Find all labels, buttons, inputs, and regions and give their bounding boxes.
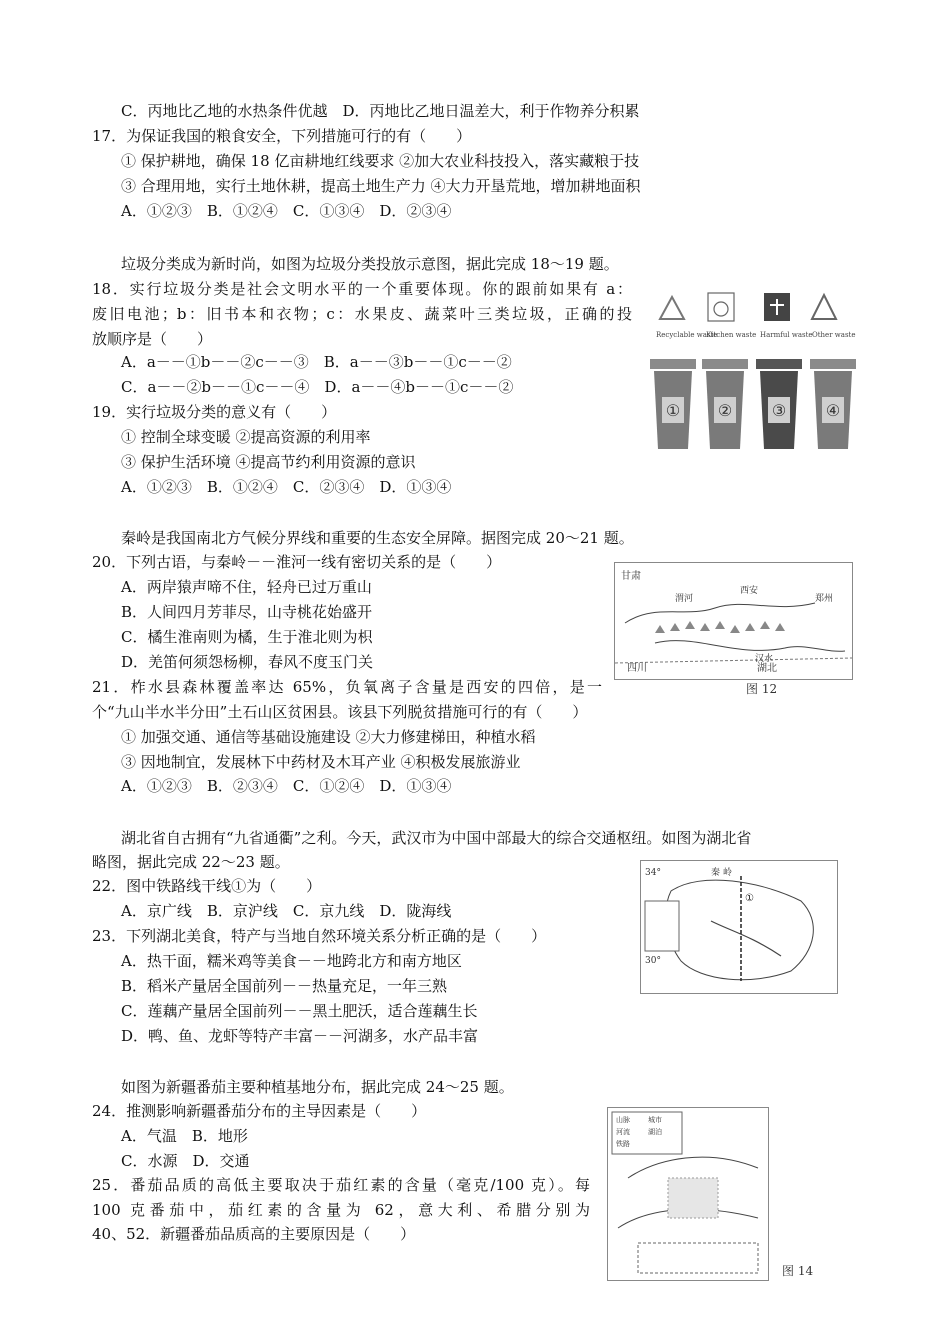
q17-item-1-2: ① 保护耕地，确保 18 亿亩耕地红线要求 ②加大农业科技投入，落实藏粮于技 [121, 152, 640, 170]
q22-23-intro-line1: 湖北省自古拥有“九省通衢”之利。今天，武汉市为中国中部最大的综合交通枢纽。如图为湖北省 [121, 829, 752, 847]
label-hubei: 湖北 [757, 663, 777, 674]
q23-stem: 23．下列湖北美食，特产与当地自然环境关系分析正确的是（ ） [92, 927, 547, 945]
tomato-base-area [668, 1178, 718, 1218]
xinjiang-map-figure [607, 1107, 769, 1281]
bin-2 [702, 359, 748, 449]
garbage-bins-figure [642, 279, 864, 461]
q16-option-cd: C．丙地比乙地的水热条件优越 D．丙地比乙地日温差大，利于作物养分积累 [121, 102, 640, 120]
q21-stem-line1: 21．柞水县森林覆盖率达 65%，负氧离子含量是西安的四倍，是一 [92, 678, 602, 696]
production-inset [638, 1243, 758, 1273]
bin-number-3: ③ [771, 401, 787, 420]
label-gansu: 甘肃 [621, 571, 641, 582]
q22-stem: 22．图中铁路线干线①为（ ） [92, 877, 322, 895]
q18-19-intro: 垃圾分类成为新时尚，如图为垃圾分类投放示意图，据此完成 18～19 题。 [121, 255, 619, 273]
q19-item-3-4: ③ 保护生活环境 ④提高节约利用资源的意识 [121, 453, 416, 471]
q20-stem: 20．下列古语，与秦岭－－淮河一线有密切关系的是（ ） [92, 553, 502, 571]
kitchen-waste-icon [708, 293, 734, 321]
qinling-mountains [655, 621, 785, 633]
q20-option-a: A．两岸猿声啼不住，轻舟已过万重山 [121, 578, 372, 596]
q23-option-b: B．稻米产量居全国前列－－热量充足，一年三熟 [121, 977, 448, 995]
qinling-map-figure [614, 562, 853, 680]
weihe-river [625, 603, 815, 623]
legend-item-4: 湖泊 [648, 1128, 662, 1136]
q24-options-cd: C．水源 D．交通 [121, 1152, 250, 1170]
province-border [615, 658, 852, 663]
q18-stem-line1: 18．实行垃圾分类是社会文明水平的一个重要体现。你的跟前如果有 a： [92, 280, 632, 298]
q20-option-c: C．橘生淮南则为橘，生于淮北则为枳 [121, 628, 373, 646]
tianshan-ridge [628, 1157, 758, 1178]
legend-item-2: 城市 [648, 1116, 662, 1124]
bin-number-4: ④ [825, 401, 841, 420]
q24-25-intro: 如图为新疆番茄主要种植基地分布，据此完成 24～25 题。 [121, 1078, 514, 1096]
q20-21-intro: 秦岭是我国南北方气候分界线和重要的生态安全屏障。据图完成 20～21 题。 [121, 529, 634, 547]
xinjiang-map-caption: 图 14 [782, 1264, 814, 1278]
harmful-waste-icon [764, 293, 790, 321]
q21-item-1-2: ① 加强交通、通信等基础设施建设 ②大力修建梯田，种植水稻 [121, 728, 536, 746]
q17-stem: 17．为保证我国的粮食安全，下列措施可行的有（ ） [92, 127, 472, 145]
q21-item-3-4: ③ 因地制宜，发展林下中药材及木耳产业 ④积极发展旅游业 [121, 753, 521, 771]
recycle-icon [660, 297, 684, 319]
q17-item-3-4: ③ 合理用地，实行土地休耕，提高土地生产力 ④大力开垦荒地，增加耕地面积 [121, 177, 641, 195]
bin-number-1: ① [665, 401, 681, 420]
label-weihe: 渭河 [675, 594, 694, 604]
legend-item-5: 铁路 [616, 1140, 630, 1148]
legend-item-1: 山脉 [616, 1116, 630, 1124]
label-xian: 西安 [740, 586, 759, 596]
bin-label-3: Harmful waste [760, 331, 813, 339]
q19-item-1-2: ① 控制全球变暖 ②提高资源的利用率 [121, 428, 371, 446]
hubei-map-figure [640, 860, 838, 994]
q20-option-b: B．人间四月芳菲尽，山寺桃花始盛开 [121, 603, 373, 621]
other-waste-icon [812, 295, 836, 319]
q23-option-c: C．莲藕产量居全国前列－－黑土肥沃，适合莲藕生长 [121, 1002, 478, 1020]
q22-23-intro-line2: 略图，据此完成 22～23 题。 [92, 853, 290, 871]
label-34: 34° [645, 868, 661, 878]
q18-options-cd: C．a－－②b－－①c－－④ D．a－－④b－－①c－－② [121, 378, 514, 396]
qinling-map-caption: 图 12 [746, 682, 778, 696]
bin-label-4: Other waste [812, 331, 856, 339]
q19-options: A．①②③ B．①②④ C．②③④ D．①③④ [121, 478, 452, 496]
legend-item-3: 河流 [616, 1128, 630, 1136]
bin-1 [650, 359, 696, 449]
q25-stem-line2: 100 克番茄中，茄红素的含量为 62，意大利、希腊分别为 [92, 1201, 590, 1219]
label-30: 30° [645, 956, 661, 966]
q25-stem-line3: 40、52．新疆番茄品质高的主要原因是（ ） [92, 1225, 416, 1243]
hanshui-river [655, 641, 845, 652]
q18-options-ab: A．a－－①b－－②c－－③ B．a－－③b－－①c－－② [121, 353, 512, 371]
q23-option-a: A．热干面，糯米鸡等美食－－地跨北方和南方地区 [121, 952, 462, 970]
yangtze-river [711, 921, 781, 956]
q22-options: A．京广线 B．京沪线 C．京九线 D．陇海线 [121, 902, 452, 920]
label-zhengzhou: 郑州 [815, 594, 834, 604]
bin-3 [756, 359, 802, 449]
hubei-map-legend [645, 901, 679, 951]
hubei-outline [666, 880, 814, 980]
q19-stem: 19．实行垃圾分类的意义有（ ） [92, 403, 337, 421]
q25-stem-line1: 25．番茄品质的高低主要取决于茄红素的含量（毫克/100 克）。每 [92, 1176, 590, 1194]
q24-options-ab: A．气温 B．地形 [121, 1127, 248, 1145]
q24-stem: 24．推测影响新疆番茄分布的主导因素是（ ） [92, 1102, 427, 1120]
q17-options: A．①②③ B．①②④ C．①③④ D．②③④ [121, 202, 452, 220]
bin-label-1: Recyclable waste [656, 331, 718, 339]
bin-4 [810, 359, 856, 449]
label-qin: 秦 [711, 868, 721, 878]
q18-stem-line2: 废旧电池；b：旧书本和衣物；c：水果皮、蔬菜叶三类垃圾，正确的投 [92, 305, 632, 323]
bin-label-2: Kitchen waste [706, 331, 757, 339]
q21-options: A．①②③ B．②③④ C．①②④ D．①③④ [121, 777, 452, 795]
label-hanshui: 汉水 [755, 654, 774, 664]
label-sichuan: 四川 [627, 663, 647, 674]
q21-stem-line2: 个“九山半水半分田”土石山区贫困县。该县下列脱贫措施可行的有（ ） [92, 703, 588, 721]
q18-stem-line3: 放顺序是（ ） [92, 330, 213, 348]
label-ling: 岭 [723, 868, 733, 878]
q23-option-d: D．鸭、鱼、龙虾等特产丰富－－河湖多，水产品丰富 [121, 1027, 479, 1045]
bin-number-2: ② [717, 401, 733, 420]
q20-option-d: D．羌笛何须怨杨柳，春风不度玉门关 [121, 653, 374, 671]
railway-marker-1: ① [745, 893, 754, 904]
